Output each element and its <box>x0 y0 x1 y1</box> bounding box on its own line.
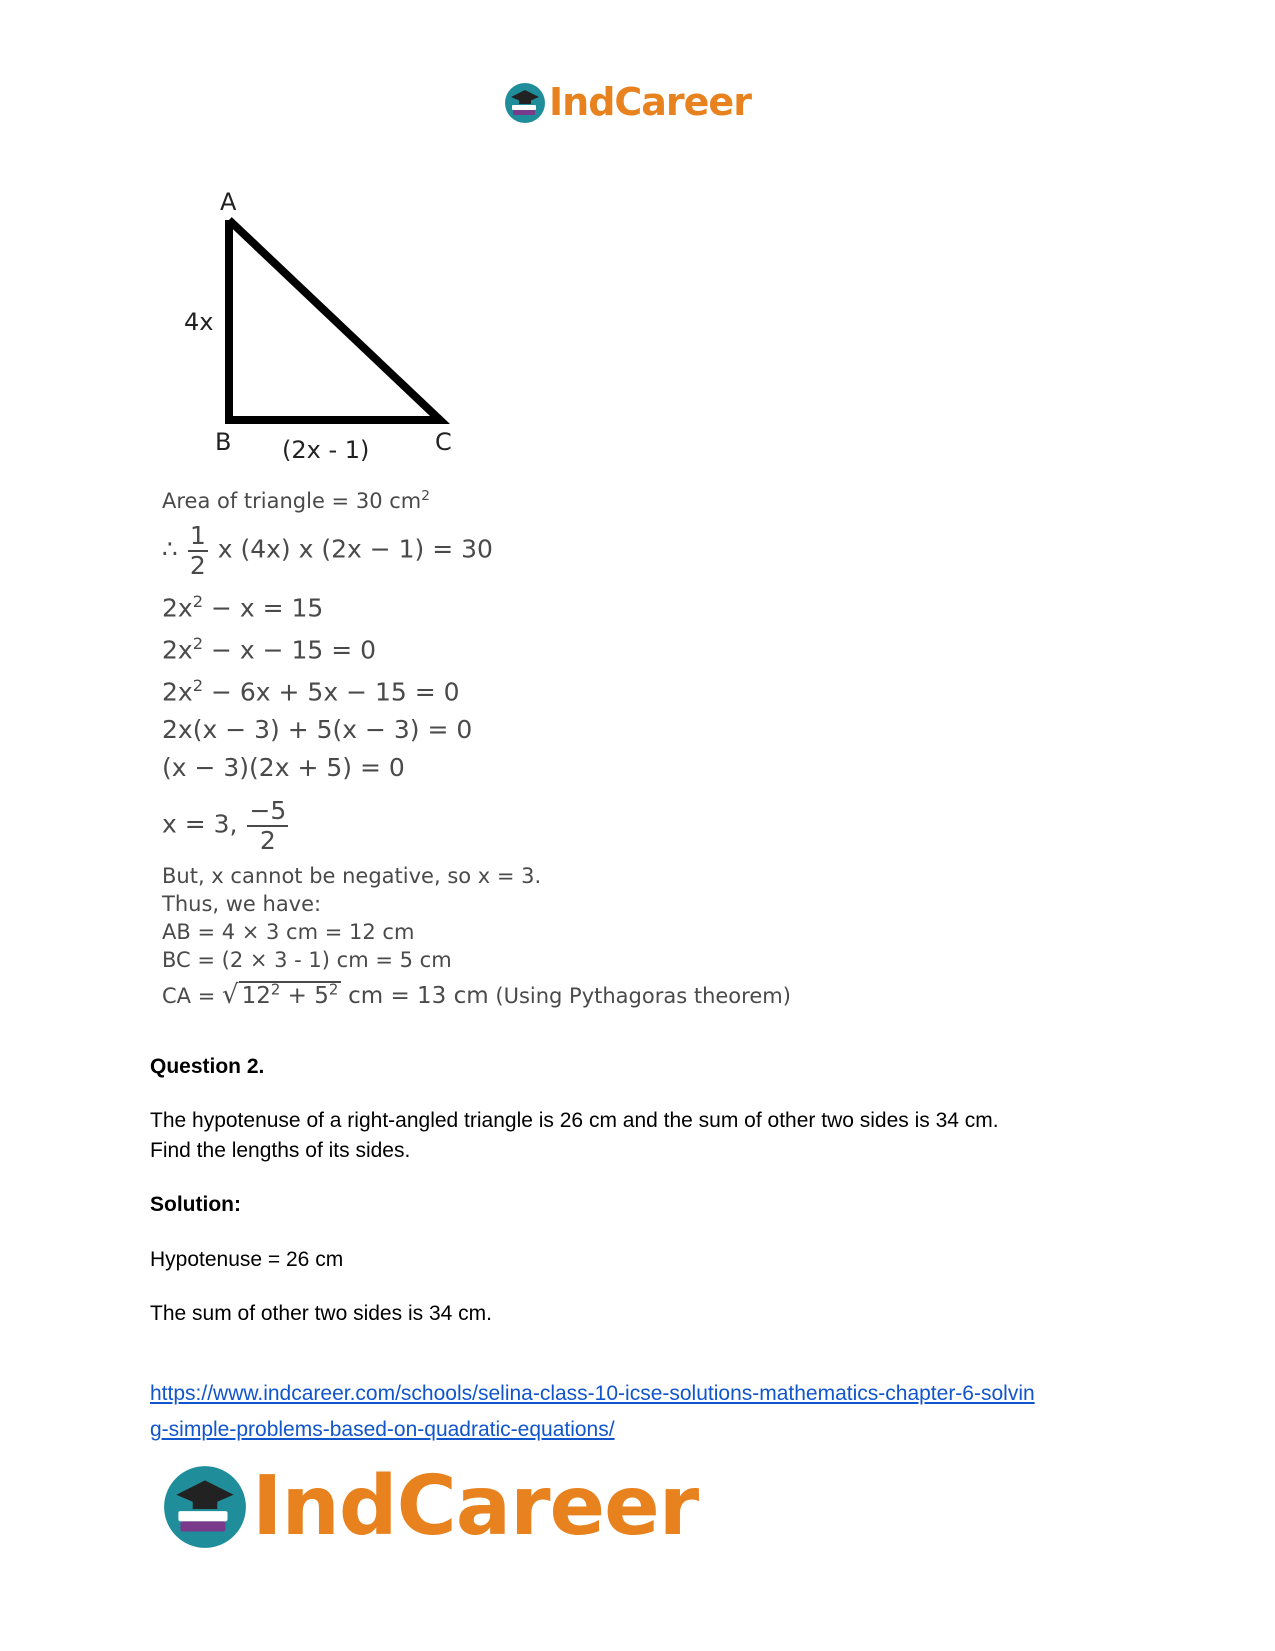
source-link[interactable] <box>150 1376 1110 1448</box>
footer-logo <box>160 1459 699 1554</box>
vertex-b-label: B <box>215 428 232 456</box>
triangle-figure <box>150 180 490 470</box>
source-link-line-1[interactable]: https://www.indcareer.com/schools/selina-class-10-icse-solutions-mathematics-chapter-6-solvin <box>150 1382 1035 1405</box>
question-line-2: Find the lengths of its sides. <box>150 1139 411 1162</box>
graduation-cap-books-icon <box>160 1462 250 1552</box>
fraction-neg-five-halves: $\frac{-5}{2}$ <box>249 796 287 855</box>
note-ab: AB = 4 × 3 cm = 12 cm <box>162 920 415 944</box>
triangle-outline <box>229 220 440 420</box>
footer-logo-text: IndCareer <box>252 1459 699 1554</box>
question-line-1: The hypotenuse of a right-angled triangle is 26 cm and the sum of other two sides is 34 cm. <box>150 1109 999 1132</box>
header-logo-text: IndCareer <box>549 80 751 124</box>
header-logo <box>503 80 751 125</box>
note-negative: But, x cannot be negative, so x = 3. <box>162 864 542 888</box>
note-thus: Thus, we have: <box>162 892 322 916</box>
solution-line-2: The sum of other two sides is 34 cm. <box>150 1302 492 1325</box>
area-line: Area of triangle = 30 $cm^2$ <box>162 488 430 513</box>
source-link-line-2[interactable]: g-simple-problems-based-on-quadratic-equations/ <box>150 1418 615 1441</box>
question-heading: Question 2. <box>150 1055 265 1078</box>
step-2: $2x^2 - x = 15$ <box>162 592 324 623</box>
solution-heading: Solution: <box>150 1193 241 1216</box>
note-bc: BC = (2 × 3 - 1) cm = 5 cm <box>162 948 452 972</box>
vertex-c-label: C <box>435 428 452 456</box>
step-5: 2x(x − 3) + 5(x − 3) = 0 <box>162 715 473 744</box>
solution-line-1: Hypotenuse = 26 cm <box>150 1248 344 1271</box>
vertex-a-label: A <box>220 188 237 216</box>
step-6: (x − 3)(2x + 5) = 0 <box>162 753 405 782</box>
fraction-half: $\frac{1}{2}$ <box>189 521 206 580</box>
step-1: ∴ $\frac{1}{2}$ x (4x) x (2x − 1) = 30 <box>162 521 493 580</box>
step-3: $2x^2 - x - 15 = 0$ <box>162 634 377 665</box>
graduation-cap-books-icon <box>503 81 547 125</box>
step-4: $2x^2 - 6x + 5x - 15 = 0$ <box>162 676 460 707</box>
side-ab-label: 4x <box>184 308 214 336</box>
step-7: x = 3, $\frac{-5}{2}$ <box>162 796 287 855</box>
note-ca: CA = √ $12^2 + 5^2$ cm = 13 cm (Using Pythagoras theorem) <box>162 980 791 1010</box>
side-bc-label: (2x - 1) <box>282 436 370 464</box>
